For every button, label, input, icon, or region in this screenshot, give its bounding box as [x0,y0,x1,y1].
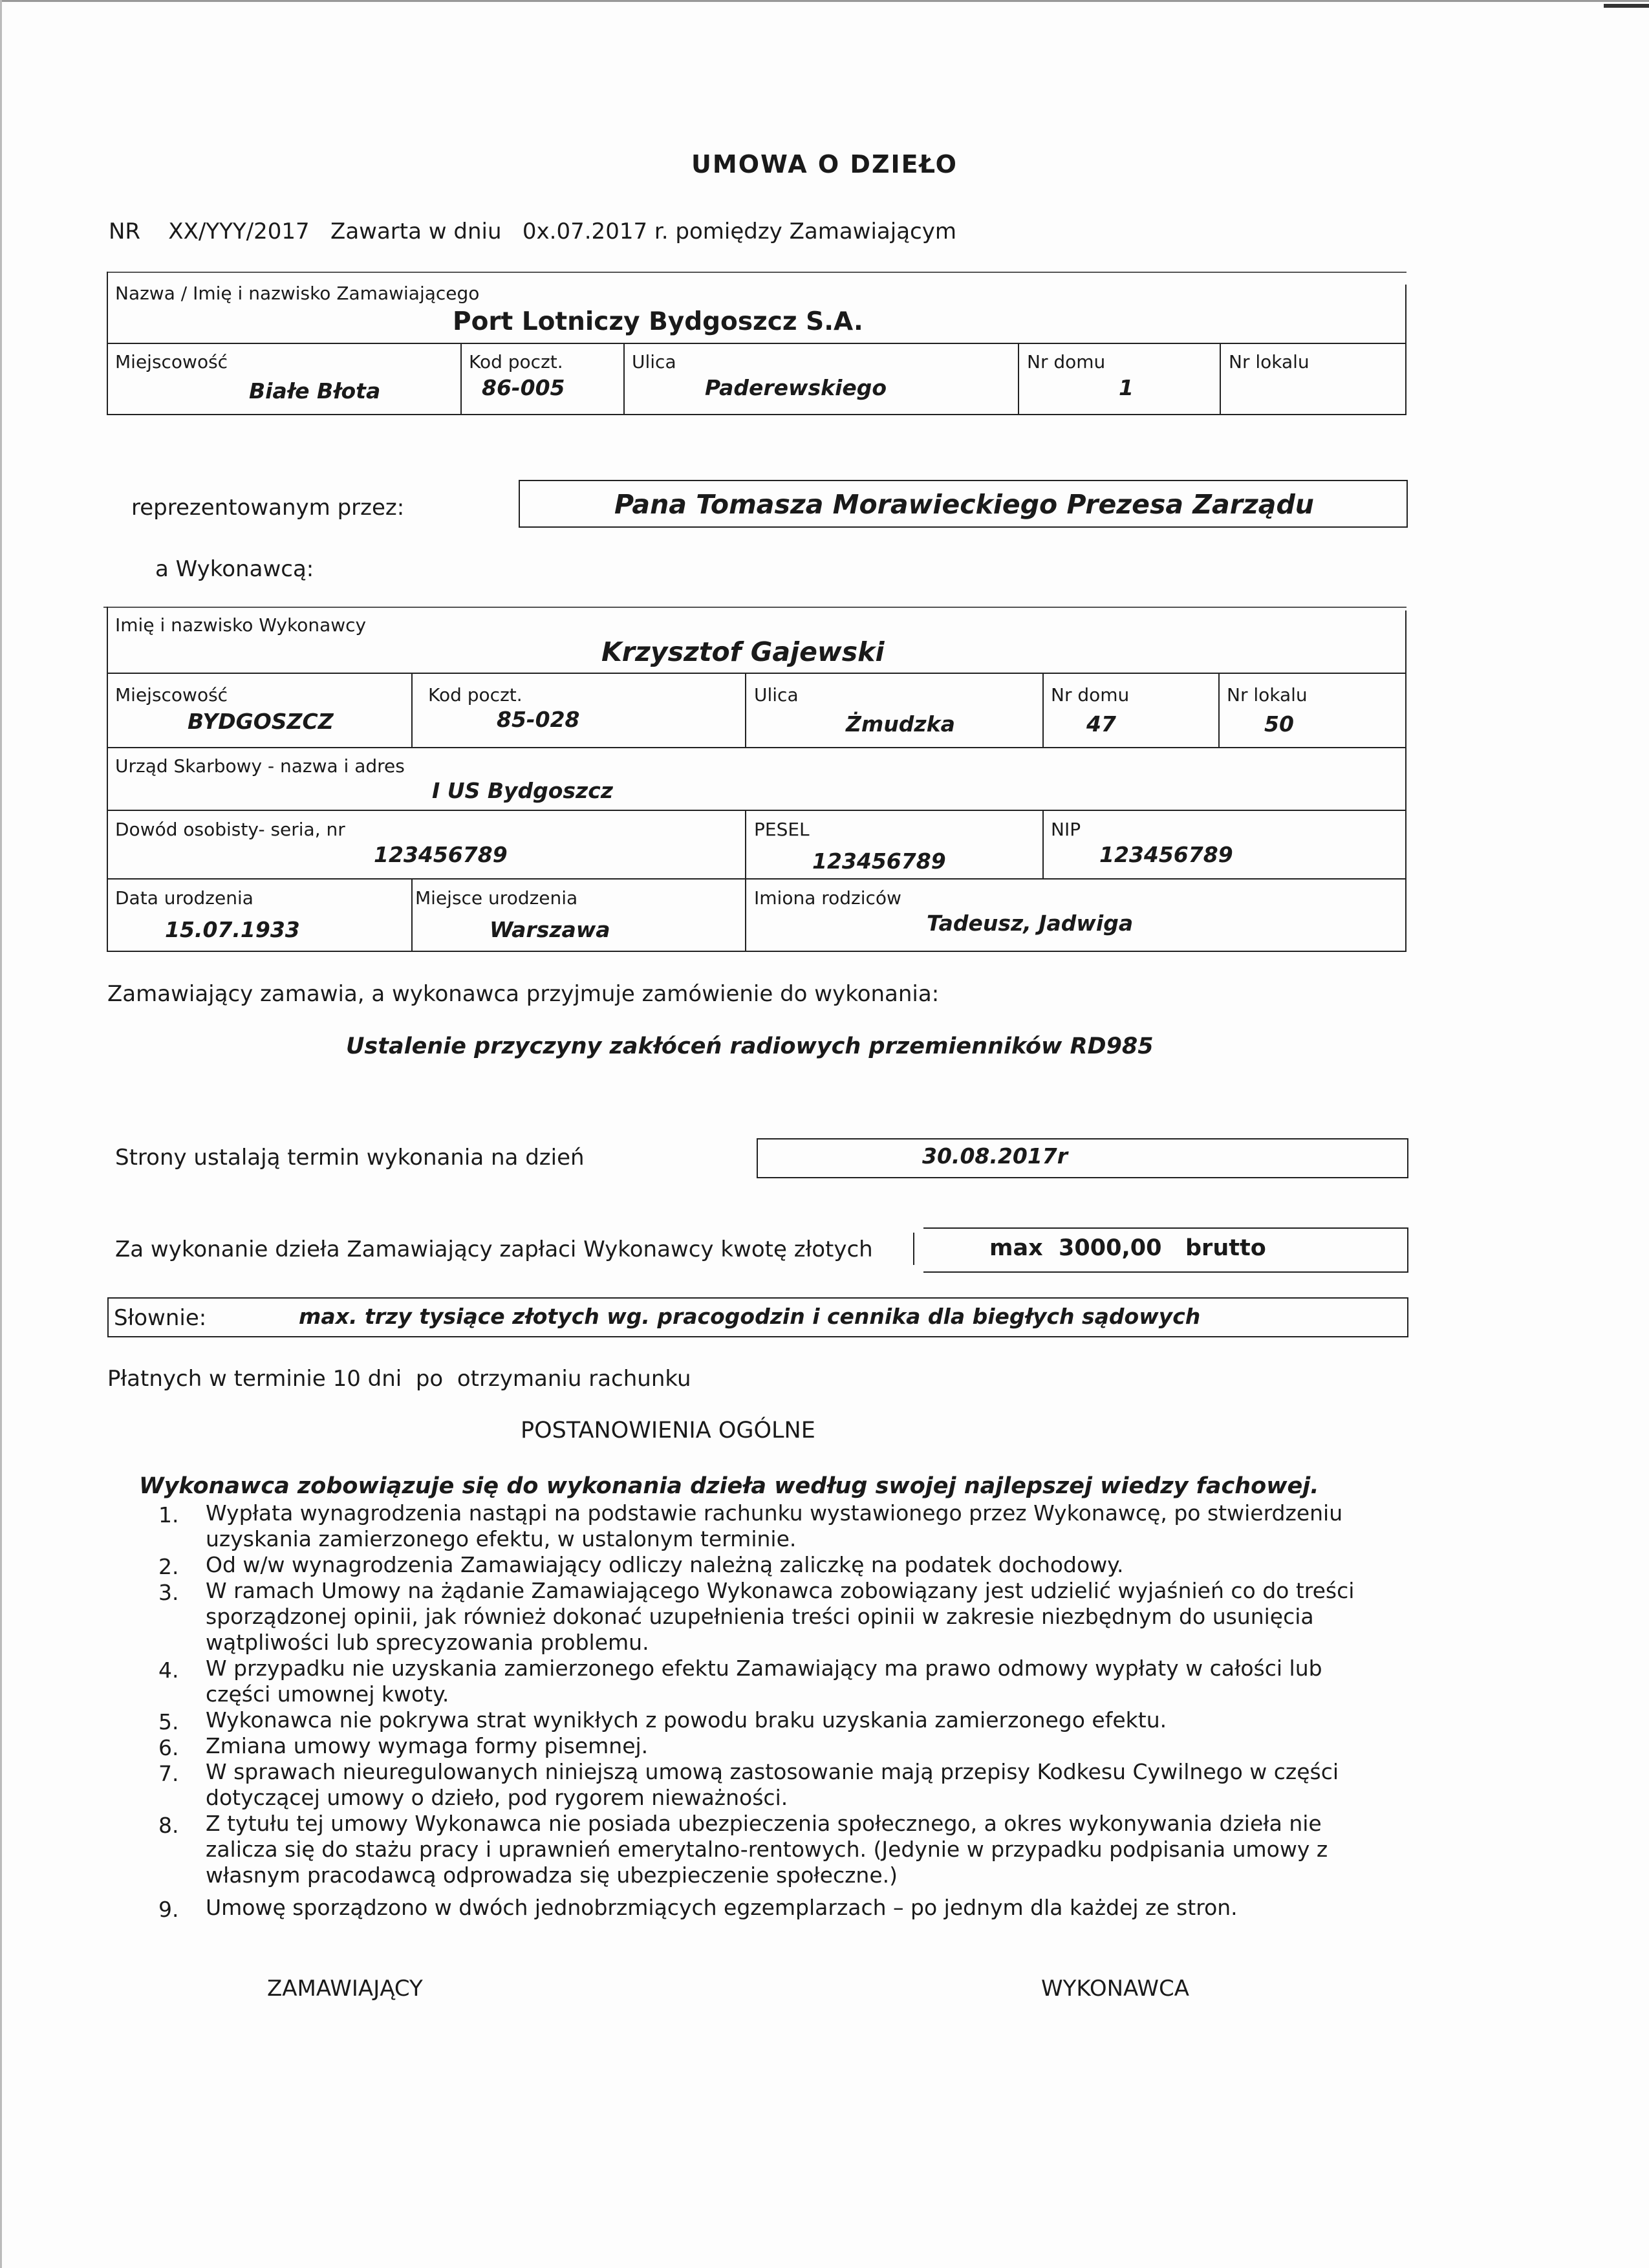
provision-number: 1. [158,1502,179,1528]
col-divider [745,810,746,880]
payment-value: max 3000,00 brutto [989,1235,1266,1261]
col-divider [1220,343,1221,415]
id-card-value: 123456789 [374,842,508,867]
pesel-value: 123456789 [812,848,946,874]
ordering-house-label: Nr domu [1027,351,1106,373]
provision-number: 9. [158,1897,179,1922]
provision-number: 6. [158,1735,179,1760]
provision-text: Z tytułu tej umowy Wykonawca nie posiada ubezpieczenia społecznego, a okres wykonywania dzieła nie zalicza się do stażu pracy i uprawnień emerytalno-rentowych. (Jedynie w przypadku podpisania umowy z własnym pracodawcą odprowadza się ubezpieczenie społeczne.) [206,1811,1328,1888]
payment-box-top [923,1227,1408,1229]
contractor-street-value: Żmudzka [846,711,955,737]
ordering-house-value: 1 [1119,375,1134,400]
contractor-city-value: BYDGOSZCZ [188,709,334,734]
birthdate-label: Data urodzenia [115,887,253,909]
provision-text: W przypadku nie uzyskania zamierzonego efektu Zamawiający ma prawo odmowy wypłaty w całości lub części umownej kwoty. [206,1656,1322,1707]
contractor-apt-value: 50 [1264,711,1294,737]
col-divider [745,878,746,952]
provision-text: Umowę sporządzono w dwóch jednobrzmiących egzemplarzach – po jednym dla każdej ze stron. [206,1895,1238,1920]
ordering-postal-value: 86-005 [482,375,565,400]
tax-office-value: I US Bydgoszcz [432,778,614,803]
pesel-label: PESEL [754,819,810,840]
provision-text: Od w/w wynagrodzenia Zamawiający odliczy należną zaliczkę na podatek dochodowy. [206,1552,1124,1577]
col-divider [1042,810,1044,880]
general-heading: POSTANOWIENIA OGÓLNE [521,1418,815,1443]
signature-right: WYKONAWCA [1041,1976,1190,2002]
row-divider [107,673,1406,674]
words-label: Słownie: [114,1305,207,1331]
provision-text: W sprawach nieuregulowanych niniejszą umową zastosowanie mają przepisy Kodkesu Cywilnego w części dotyczącej umowy o dzieło, pod rygorem nieważności. [206,1759,1339,1810]
contractor-street-label: Ulica [754,684,799,706]
provision-number: 4. [158,1658,179,1683]
scan-edge-line [0,0,1649,2]
ordering-city-value: Białe Błota [249,378,381,404]
row-divider [107,878,1406,880]
birthdate-value: 15.07.1933 [165,917,300,942]
general-lead: Wykonawca zobowiązuje się do wykonania dzieła według swojej najlepszej wiedzy fachowej. [139,1473,1319,1499]
provision-number: 7. [158,1761,179,1786]
col-divider [623,343,625,415]
contractor-intro: a Wykonawcą: [155,556,314,582]
contractor-postal-label: Kod poczt. [428,684,523,706]
ordering-street-value: Paderewskiego [705,375,887,400]
words-value: max. trzy tysiące złotych wg. pracogodzin i cennika dla biegłych sądowych [299,1304,1201,1329]
contractor-name-label: Imię i nazwisko Wykonawcy [115,614,367,636]
contractor-name-value: Krzysztof Gajewski [601,636,885,667]
scan-edge-left [0,0,2,2268]
tax-office-label: Urząd Skarbowy - nazwa i adres [115,755,405,777]
order-subject: Ustalenie przyczyny zakłóceń radiowych przemienników RD985 [346,1033,1154,1059]
signature-left: ZAMAWIAJĄCY [267,1976,423,2002]
deadline-label: Strony ustalają termin wykonania na dzień [115,1145,585,1171]
deadline-value: 30.08.2017r [922,1143,1068,1169]
table-top-border [107,272,1406,273]
represented-label: reprezentowanym przez: [131,495,405,521]
col-divider [460,343,462,415]
right-border [1405,610,1406,952]
bottom-border [107,414,1406,415]
bottom-border [107,951,1406,952]
col-divider [1218,673,1220,748]
col-divider [1018,343,1019,415]
provision-text: Wykonawca nie pokrywa strat wynikłych z powodu braku uzyskania zamierzonego efektu. [206,1707,1167,1733]
col-divider [411,878,413,952]
ordering-city-label: Miejscowość [115,351,228,373]
scan-edge-mark [1604,4,1649,8]
contractor-house-value: 47 [1086,711,1116,737]
deadline-box [757,1138,1408,1178]
ordering-name-value: Port Lotniczy Bydgoszcz S.A. [453,307,863,336]
table-top-border [103,607,1406,608]
payment-terms: Płatnych w terminie 10 dni po otrzymaniu rachunku [107,1366,691,1392]
parents-label: Imiona rodziców [754,887,901,909]
row-divider [107,343,1406,344]
parents-value: Tadeusz, Jadwiga [927,911,1134,936]
col-divider [411,673,413,748]
provision-number: 2. [158,1554,179,1579]
ordering-apt-label: Nr lokalu [1229,351,1310,373]
document-title: UMOWA O DZIEŁO [691,150,958,178]
id-card-label: Dowód osobisty- seria, nr [115,819,345,840]
order-line: Zamawiający zamawia, a wykonawca przyjmuje zamówienie do wykonania: [107,981,940,1007]
provision-text: Wypłata wynagrodzenia nastąpi na podstawie rachunku wystawionego przez Wykonawcę, po stwierdzeniu uzyskania zamierzonego efektu, w ustalonym terminie. [206,1500,1343,1551]
contractor-postal-value: 85-028 [497,707,580,732]
provision-number: 5. [158,1709,179,1734]
nip-label: NIP [1051,819,1081,840]
contractor-house-label: Nr domu [1051,684,1130,706]
ordering-name-label: Nazwa / Imię i nazwisko Zamawiającego [115,283,480,304]
right-border [1405,285,1406,415]
payment-label: Za wykonanie dzieła Zamawiający zapłaci Wykonawcy kwotę złotych [115,1237,873,1262]
contract-header-line: NR XX/YYY/2017 Zawarta w dniu 0x.07.2017 r. pomiędzy Zamawiającym [109,219,956,244]
provision-text: Zmiana umowy wymaga formy pisemnej. [206,1733,649,1758]
provision-number: 8. [158,1813,179,1838]
left-border [107,607,108,952]
col-divider [745,673,746,748]
ordering-postal-label: Kod poczt. [469,351,563,373]
payment-box-left [913,1233,914,1265]
contractor-apt-label: Nr lokalu [1227,684,1308,706]
birthplace-value: Warszawa [490,917,610,942]
birthplace-label: Miejsce urodzenia [415,887,578,909]
payment-box-right [1407,1227,1408,1273]
row-divider [107,747,1406,748]
nip-value: 123456789 [1099,842,1233,867]
col-divider [1042,673,1044,748]
payment-box-bottom [923,1271,1408,1273]
provision-number: 3. [158,1580,179,1605]
row-divider [107,810,1406,811]
contractor-city-label: Miejscowość [115,684,228,706]
provision-text: W ramach Umowy na żądanie Zamawiającego Wykonawca zobowiązany jest udzielić wyjaśnień co do treści sporządzonej opinii, jak również dokonać uzupełnienia treści opinii w zakresie niezbędnym do usunięcia wątpliwości lub sprecyzowania problemu. [206,1578,1355,1655]
ordering-street-label: Ulica [632,351,676,373]
represented-value: Pana Tomasza Morawieckiego Prezesa Zarządu [614,489,1314,520]
